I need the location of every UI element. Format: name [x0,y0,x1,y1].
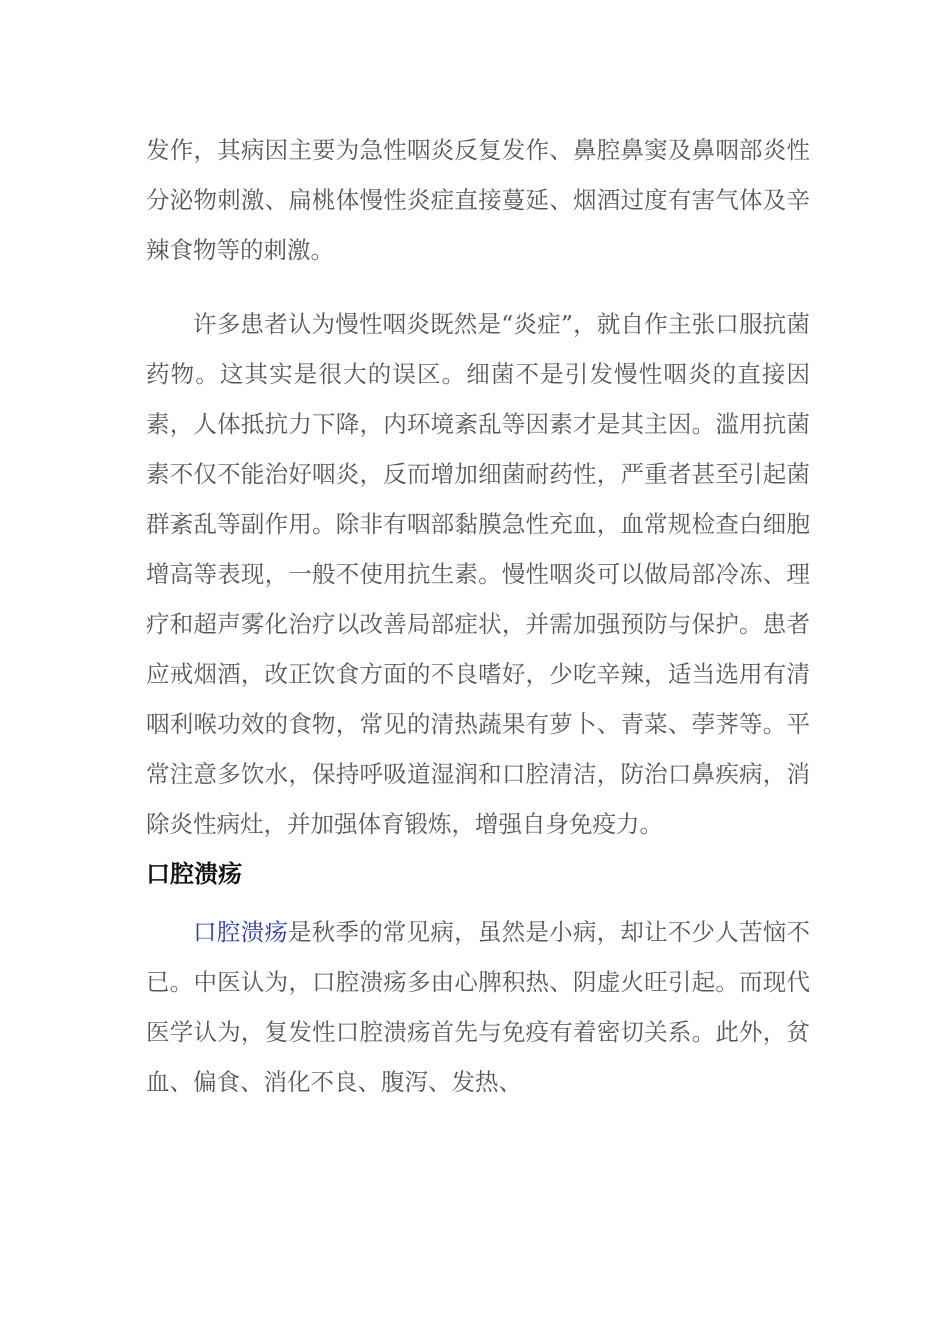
section-heading-oral-ulcer: 口腔溃疡 [146,860,242,888]
oral-ulcer-link[interactable]: 口腔溃疡 [193,918,288,946]
paragraph-oral-ulcer [146,907,810,1107]
document-page [146,125,810,1107]
paragraph-antibiotics-misconception: 许多患者认为慢性咽炎既然是“炎症”，就自作主张口服抗菌药物。这其实是很大的误区。细菌不是引发慢性咽炎的直接因素，人体抵抗力下降，内环境紊乱等因素才是其主因。滥用抗菌素不仅不能治好咽炎，反而增加细菌耐药性，严重者甚至引起菌群紊乱等副作用。除非有咽部黏膜急性充血，血常规检查白细胞增高等表现，一般不使用抗生素。慢性咽炎可以做局部冷冻、理疗和超声雾化治疗以改善局部症状，并需加强预防与保护。患者应戒烟酒，改正饮食方面的不良嗜好，少吃辛辣，适当选用有清咽利喉功效的食物，常见的清热蔬果有萝卜、青菜、荸荠等。平常注意多饮水，保持呼吸道湿润和口腔清洁，防治口鼻疾病，消除炎性病灶，并加强体育锻炼，增强自身免疫力。 [146,310,810,838]
paragraph-oral-ulcer-text: 是秋季的常见病，虽然是小病，却让不少人苦恼不已。中医认为，口腔溃疡多由心脾积热、阴虚火旺引起。而现代医学认为，复发性口腔溃疡首先与免疫有着密切关系。此外，贫血、偏食、消化不良、腹泻、发热、 [146,918,811,1096]
paragraph-causes: 发作，其病因主要为急性咽炎反复发作、鼻腔鼻窦及鼻咽部炎性分泌物刺激、扁桃体慢性炎症直接蔓延、烟酒过度有害气体及辛辣食物等的刺激。 [146,136,810,264]
